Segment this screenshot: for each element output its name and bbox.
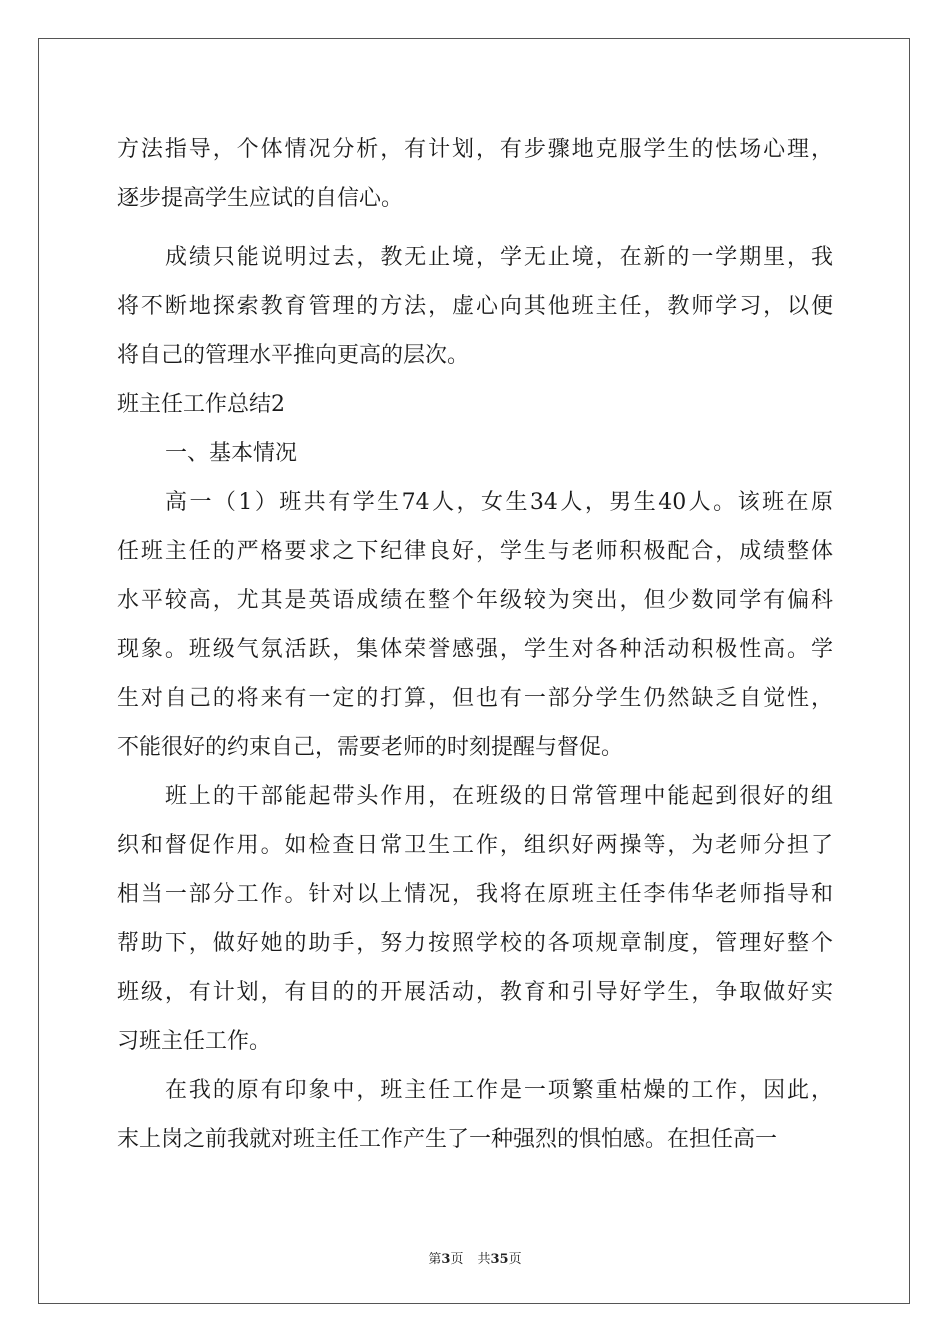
document-body bbox=[117, 125, 833, 1164]
text-line: 习班主任工作。 bbox=[117, 1029, 272, 1054]
text-line: 成绩只能说明过去，教无止境，学无止境，在新的一学期里，我 bbox=[165, 245, 833, 270]
footer-total-number: 35 bbox=[490, 1252, 509, 1267]
footer-page-number: 3 bbox=[441, 1252, 451, 1267]
footer-page-prefix: 第 bbox=[428, 1252, 442, 1267]
text-line: 逐步提高学生应试的自信心。 bbox=[117, 186, 404, 211]
text-line: 生对自己的将来有一定的打算，但也有一部分学生仍然缺乏自觉性， bbox=[117, 686, 833, 711]
text-line: 织和督促作用。如检查日常卫生工作，组织好两操等，为老师分担了 bbox=[117, 833, 833, 858]
paragraph bbox=[117, 233, 833, 380]
footer-total-prefix: 共 bbox=[477, 1252, 491, 1267]
text-line: 高一（1）班共有学生74人，女生34人，男生40人。该班在原 bbox=[165, 490, 833, 515]
paragraph bbox=[117, 772, 833, 1066]
footer-total-suffix: 页 bbox=[508, 1252, 522, 1267]
text-line: 一、基本情况 bbox=[165, 441, 298, 466]
paragraph bbox=[117, 380, 833, 429]
text-line: 现象。班级气氛活跃，集体荣誉感强，学生对各种活动积极性高。学 bbox=[117, 637, 833, 662]
text-line: 方法指导，个体情况分析，有计划，有步骤地克服学生的怯场心理， bbox=[117, 137, 833, 162]
text-line: 相当一部分工作。针对以上情况，我将在原班主任李伟华老师指导和 bbox=[117, 882, 833, 907]
text-line: 水平较高，尤其是英语成绩在整个年级较为突出，但少数同学有偏科 bbox=[117, 588, 833, 613]
text-line: 帮助下，做好她的助手，努力按照学校的各项规章制度，管理好整个 bbox=[117, 931, 833, 956]
footer-page-suffix: 页 bbox=[450, 1252, 464, 1267]
paragraph bbox=[117, 478, 833, 772]
text-line: 任班主任的严格要求之下纪律良好，学生与老师积极配合，成绩整体 bbox=[117, 539, 833, 564]
paragraph bbox=[117, 125, 833, 223]
text-line: 将自己的管理水平推向更高的层次。 bbox=[117, 343, 470, 368]
paragraph bbox=[117, 1066, 833, 1164]
text-line: 班级，有计划，有目的的开展活动，教育和引导好学生，争取做好实 bbox=[117, 980, 833, 1005]
text-line: 班上的干部能起带头作用，在班级的日常管理中能起到很好的组 bbox=[165, 784, 833, 809]
text-line: 不能很好的约束自己，需要老师的时刻提醒与督促。 bbox=[117, 735, 624, 760]
text-line: 将不断地探索教育管理的方法，虚心向其他班主任，教师学习，以便 bbox=[117, 294, 833, 319]
text-line: 末上岗之前我就对班主任工作产生了一种强烈的惧怕感。在担任高一 bbox=[117, 1127, 778, 1152]
page-footer bbox=[0, 1248, 950, 1267]
text-line: 班主任工作总结2 bbox=[117, 392, 285, 417]
text-line: 在我的原有印象中，班主任工作是一项繁重枯燥的工作，因此， bbox=[165, 1078, 833, 1103]
paragraph bbox=[117, 429, 833, 478]
